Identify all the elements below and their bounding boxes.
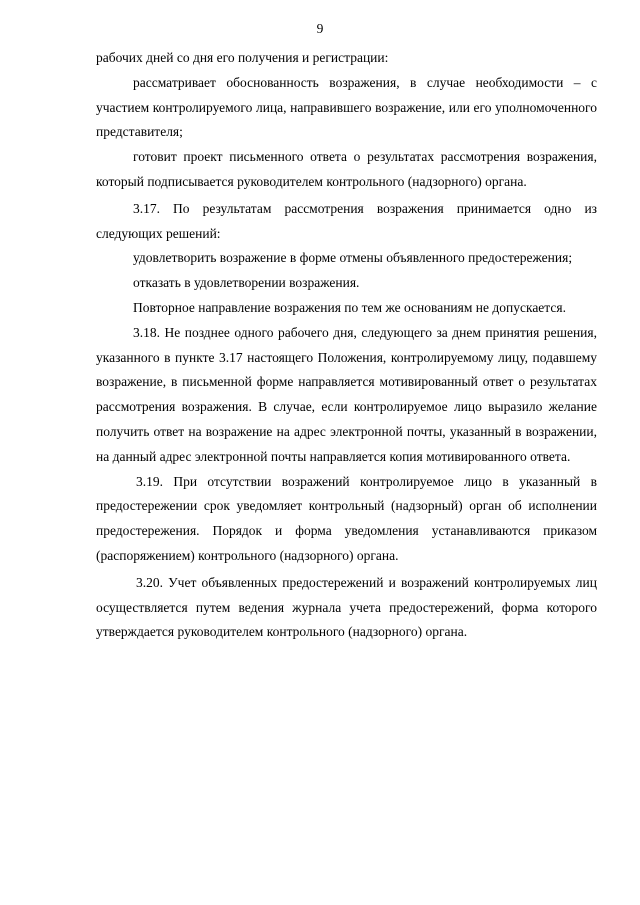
paragraph-review-grounds: рассматривает обоснованность возражения, в случае необходимости – с участием контролируемого лица, направившего возражение, или его уполномоченного представителя;: [96, 74, 597, 140]
paragraph-repeat-not-allowed: Повторное направление возражения по тем же основаниям не допускается.: [133, 299, 566, 315]
page-number: 9: [316, 21, 324, 36]
paragraph-3-19: 3.19. При отсутствии возражений контролируемое лицо в указанный в предостережении срок уведомляет контрольный (надзорный) орган об исполнении предостережения. Порядок и форма уведомления устанавливаются приказом (распоряжением) контрольного (надзорного) органа.: [96, 473, 597, 563]
paragraph-3-18: 3.18. Не позднее одного рабочего дня, следующего за днем принятия решения, указанного в пункте 3.17 настоящего Положения, контролируемому лицу, подавшему возражение, в письменной форме направляется мотивированный ответ о результатах рассмотрения возражения. В случае, если контролируемое лицо выразило желание получить ответ на возражение на адрес электронной почты, указанный в возражении, на данный адрес электронной почты направляется копия мотивированного ответа.: [96, 324, 597, 464]
paragraph-3-20: 3.20. Учет объявленных предостережений и возражений контролируемых лиц осуществляется путем ведения журнала учета предостережений, форма которого утверждается руководителем контрольного (надзорного) органа.: [96, 574, 597, 640]
paragraph-refuse-objection: отказать в удовлетворении возражения.: [133, 275, 360, 291]
paragraph-continuation: рабочих дней со дня его получения и регистрации:: [96, 50, 389, 65]
paragraph-prepare-answer: готовит проект письменного ответа о результатах рассмотрения возражения, который подписывается руководителем контрольного (надзорного) органа.: [96, 149, 597, 189]
document-body: [96, 46, 597, 645]
paragraph-3-17: 3.17. По результатам рассмотрения возражения принимается одно из следующих решений:: [96, 200, 597, 241]
paragraph-satisfy-objection: удовлетворить возражение в форме отмены объявленного предостережения;: [133, 250, 573, 266]
